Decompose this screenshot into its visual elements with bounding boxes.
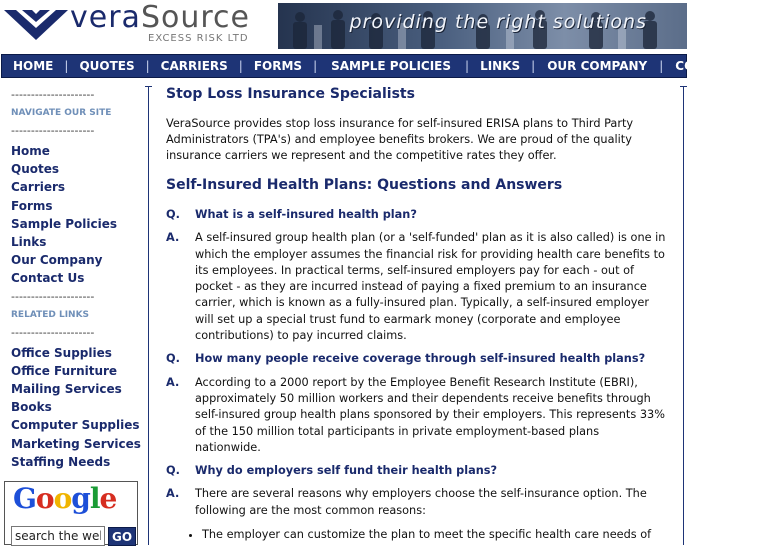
list-item: • The employer can customize the plan to meet the specific health care needs of: [202, 527, 666, 543]
content-right-tick: [680, 86, 687, 87]
nav-forms[interactable]: FORMS: [253, 59, 303, 73]
related-link-computer-supplies[interactable]: Computer Supplies: [11, 418, 140, 433]
nav-links[interactable]: LINKS: [480, 59, 521, 73]
logo-wordmark: [70, 0, 250, 35]
nav-contact-us[interactable]: CONTACT US: [675, 59, 761, 73]
qa-answer: [166, 375, 666, 456]
sidebar-divider: ---------------------: [11, 88, 95, 101]
related-link-office-furniture[interactable]: Office Furniture: [11, 363, 118, 378]
content-left-tick: [145, 86, 152, 87]
sidebar-link-home[interactable]: Home: [11, 144, 50, 158]
sidebar-divider: ---------------------: [11, 124, 95, 137]
intro-paragraph: VeraSource provides stop loss insurance for self-insured ERISA plans to Third Party Administrators (TPA's) and employee benefits brokers. We are proud of the quality insurance carriers we represent and the competitive rates they offer.: [166, 117, 634, 162]
sidebar-link-sample-policies[interactable]: Sample Policies: [11, 216, 118, 231]
nav-separator: |: [145, 59, 150, 73]
nav-home[interactable]: HOME: [13, 59, 54, 73]
answer-marker: A.: [166, 231, 180, 245]
google-logo[interactable]: Google: [13, 482, 117, 515]
sidebar-divider: ---------------------: [11, 325, 95, 339]
content-right-border: [683, 86, 684, 545]
related-link-staffing-needs[interactable]: Staffing Needs: [11, 454, 111, 469]
nav-separator: |: [465, 59, 470, 73]
verasource-logo[interactable]: [0, 0, 278, 52]
google-search-box: [4, 481, 138, 545]
sidebar-link-links[interactable]: Links: [11, 235, 47, 250]
sidebar-link-carriers[interactable]: Carriers: [11, 180, 66, 195]
v-chevron-logo-icon: [4, 6, 68, 42]
logo-subtitle: EXCESS RISK LTD: [148, 33, 249, 44]
nav-separator: |: [64, 59, 69, 73]
related-link-mailing-services[interactable]: Mailing Services: [11, 382, 122, 397]
nav-our-company[interactable]: OUR COMPANY: [547, 59, 648, 73]
page-title: Stop Loss Insurance Specialists: [166, 86, 415, 102]
nav-sample-policies[interactable]: SAMPLE POLICIES: [331, 59, 452, 73]
question-text: How many people receive coverage through self-insured health plans?: [195, 352, 646, 366]
question-text: Why do employers self fund their health plans?: [195, 464, 498, 478]
sidebar-heading-related: RELATED LINKS: [11, 309, 90, 320]
content-left-border: [148, 86, 149, 545]
header-banner: [278, 3, 687, 49]
main-content: [166, 86, 666, 543]
sidebar-link-contact-us[interactable]: Contact Us: [11, 271, 85, 286]
sidebar: [11, 88, 141, 471]
answer-marker: A.: [166, 375, 180, 389]
qa-answer: [166, 486, 666, 519]
google-go-button[interactable]: GO: [108, 527, 136, 546]
question-marker: Q.: [166, 208, 180, 221]
related-link-office-supplies[interactable]: Office Supplies: [11, 345, 112, 360]
sidebar-heading-navigate: NAVIGATE OUR SITE: [11, 108, 112, 118]
qa-question: [166, 463, 666, 479]
banner-slogan: providing the right solutions: [349, 11, 647, 33]
nav-separator: |: [659, 59, 664, 73]
related-link-marketing-services[interactable]: Marketing Services: [11, 436, 141, 451]
logo-name-vera: vera: [70, 0, 141, 35]
answer-text: There are several reasons why employers choose the self-insurance option. The following are the most common reasons:: [195, 487, 647, 517]
qa-question: [166, 351, 666, 367]
related-link-books[interactable]: Books: [11, 400, 52, 415]
reasons-list: [202, 527, 666, 543]
sidebar-link-quotes[interactable]: Quotes: [11, 162, 60, 177]
answer-text: A self-insured group health plan (or a 'self-funded' plan as it is also called) is one in which the employer assumes the financial risk for providing health care benefits to its employees. In practical terms, self-insured employers pay for each - out of pocket - as they are incurred instead of paying a fixed premium to an insurance carrier, which is known as a fully-insured plan. Typically, a self-insured employer will set up a special trust fund to earmark money (corporate and employee contributions) to pay incurred claims.: [195, 231, 666, 343]
sidebar-link-our-company[interactable]: Our Company: [11, 253, 103, 268]
main-nav-bar: [1, 54, 761, 78]
answer-text: According to a 2000 report by the Employee Benefit Research Institute (EBRI), approximately 50 million workers and their dependents receive benefits through self-insured group health plans sponsored by their employers. This represents 33% of the 150 million total participants in private employment-based plans nationwide.: [195, 375, 665, 454]
nav-carriers[interactable]: CARRIERS: [160, 59, 228, 73]
nav-separator: |: [531, 59, 536, 73]
logo-name-source: Source: [140, 0, 250, 35]
nav-quotes[interactable]: QUOTES: [79, 59, 135, 73]
qa-question: [166, 207, 666, 223]
question-marker: Q.: [166, 352, 180, 366]
nav-separator: |: [313, 59, 318, 73]
qa-answer: [166, 230, 666, 344]
answer-marker: A.: [166, 487, 180, 501]
google-search-input[interactable]: [11, 526, 105, 546]
question-marker: Q.: [166, 464, 180, 478]
site-header: [0, 0, 727, 52]
sidebar-link-forms[interactable]: Forms: [11, 198, 53, 213]
question-text: What is a self-insured health plan?: [195, 208, 417, 221]
qa-heading: Self-Insured Health Plans: Questions and Answers: [166, 177, 563, 193]
sidebar-divider: ---------------------: [11, 289, 95, 303]
nav-separator: |: [238, 59, 243, 73]
